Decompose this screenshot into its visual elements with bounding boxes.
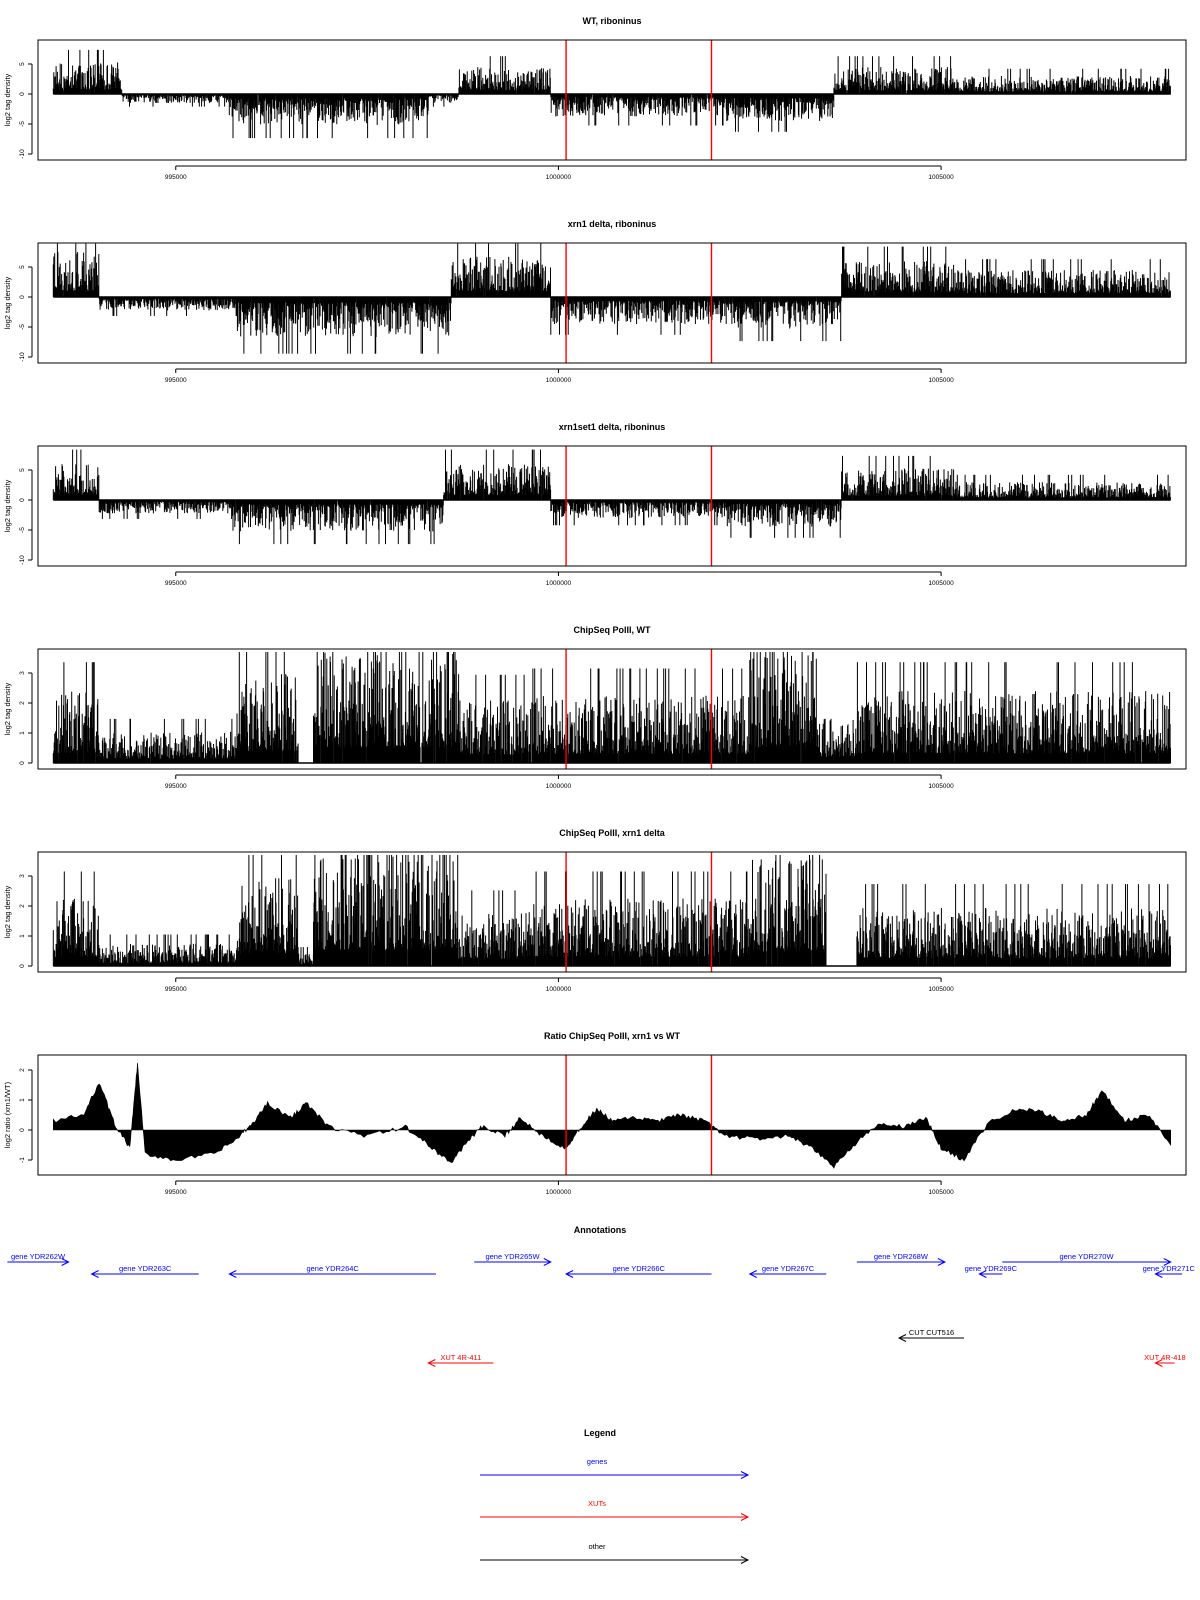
x-tick-label: 995000	[164, 174, 187, 181]
y-tick-label: 5	[19, 62, 26, 66]
track-panel	[3, 422, 1186, 587]
x-tick-label: 1005000	[928, 377, 954, 384]
y-tick-label: -10	[19, 149, 26, 159]
track-data	[53, 244, 1170, 354]
x-tick-label: 1005000	[928, 174, 954, 181]
track-title: xrn1set1 delta, riboninus	[558, 422, 666, 432]
track-panel	[3, 219, 1186, 384]
y-tick-label: 0	[19, 295, 26, 299]
y-axis-label: log2 tag density	[3, 276, 12, 330]
y-tick-label: -10	[19, 352, 26, 362]
track-panels	[3, 16, 1186, 1196]
y-tick-label: -5	[19, 121, 26, 127]
track-data	[53, 50, 1170, 138]
track-title: WT, riboninus	[582, 16, 642, 26]
track-data	[53, 450, 1170, 544]
y-axis-label: log2 tag density	[3, 479, 12, 533]
y-tick-label: -5	[19, 324, 26, 330]
y-axis-label: log2 tag density	[3, 73, 12, 127]
x-tick-label: 1000000	[545, 377, 572, 384]
y-tick-label: 0	[19, 92, 26, 96]
x-tick-label: 1000000	[545, 174, 572, 181]
track-panel	[3, 16, 1186, 181]
y-tick-label: 5	[19, 265, 26, 269]
track-title: xrn1 delta, riboninus	[567, 219, 657, 229]
x-tick-label: 995000	[164, 377, 187, 384]
